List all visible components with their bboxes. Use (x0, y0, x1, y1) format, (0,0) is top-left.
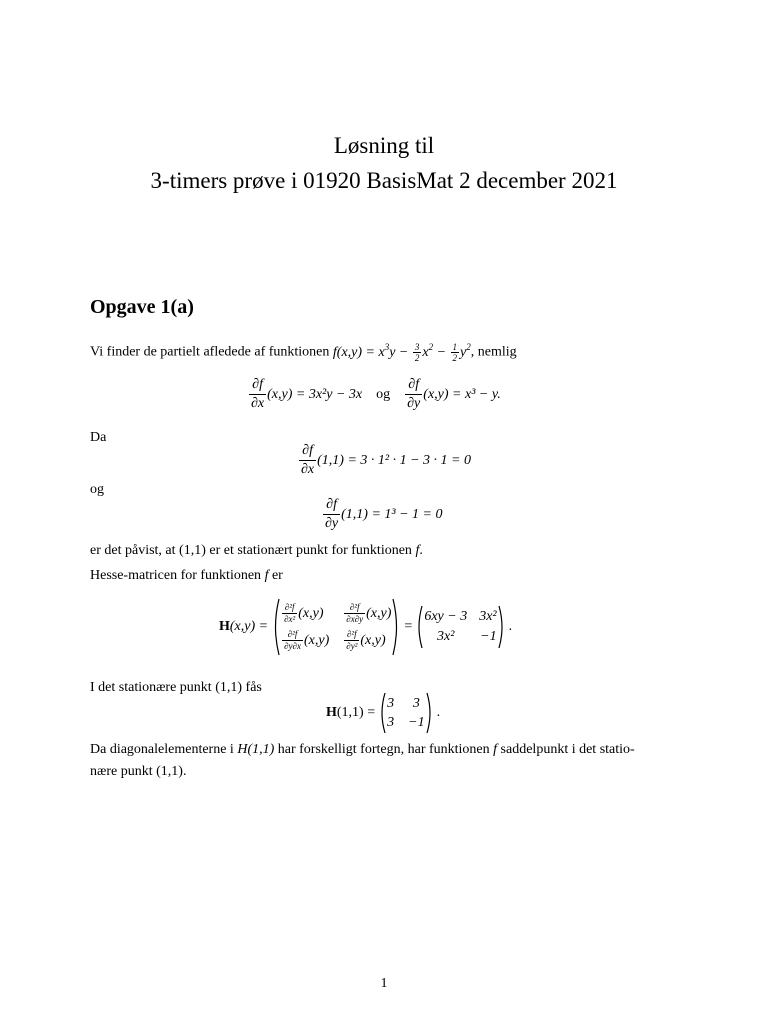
matrix-entry: −1 (480, 629, 497, 644)
fx-expression: (x,y) = 3x²y − 3x (267, 386, 363, 402)
conclusion-prefix: er det påvist, at (90, 543, 176, 558)
og-label: og (90, 482, 104, 497)
hesse-prefix: Hesse-matricen for funktionen (90, 568, 262, 583)
partial-derivatives-equation: $\frac{\partial f}{\partial x}$ (x,y) = 3x²y − 3x og $\frac{\partial f}{\partial y}$ (x,y) = x³ − y. (251, 377, 501, 411)
fy-at-point: (1,1) = 1³ − 1 = 0 (341, 506, 443, 522)
document-title (0, 128, 768, 198)
da-label: Da (90, 430, 107, 445)
matrix-entry: 3x² (479, 609, 497, 624)
hessian-symbol: H (219, 619, 230, 634)
matrix-entry: 3 (387, 695, 395, 711)
hesse-matrix-equation: H (x,y) = $\frac{\text{∂²f}}{\text{∂x²}}$ (x,y) $\frac{\text{∂²f}}{\partial x\partial y}$ (x,y) $\frac{\text{∂²f}}{\partial y\partial x}$ (x,y) $\frac{\text{∂²f}}{\text{∂y²}}$ (x,y) = 6xy − 3 3x² 3x² −1 . (219, 598, 512, 656)
final-line2-suffix: . (182, 764, 187, 779)
numeric-hessian-matrix (378, 692, 433, 734)
symbolic-hessian-matrix: $\frac{\text{∂²f}}{\text{∂x²}}$ (x,y) $\frac{\text{∂²f}}{\partial x\partial y}$ (x,y) $\frac{\text{∂²f}}{\partial y\partial x}$ (x,y) $\frac{\text{∂²f}}{\text{∂y²}}$ (x,y) (271, 598, 401, 656)
matrix-entry: −1 (408, 714, 425, 730)
stationary-suffix: fås (245, 680, 262, 695)
conclusion-end: . (419, 543, 423, 558)
point-ref: (1,1) (156, 764, 183, 779)
conclusion-paragraph (90, 541, 423, 561)
hessian-ref: H(1,1) (237, 742, 275, 757)
hesse-paragraph (90, 566, 283, 586)
matrix-entry: 6xy − 3 (424, 609, 468, 624)
final-paragraph-line-1 (90, 740, 635, 760)
hessian-at-point-lhs: (1,1) = (336, 705, 376, 720)
title-line-1: Løsning til (333, 133, 435, 158)
evaluated-hessian-matrix (415, 605, 505, 649)
function-symbol: f (264, 568, 269, 583)
function-symbol: f (415, 543, 420, 558)
fy-expression: (x,y) = x³ − y. (423, 386, 501, 402)
intro-prefix: Vi finder de partielt afledede af funktionen (90, 344, 330, 360)
hessian-lhs: (x,y) = (229, 619, 269, 634)
intro-paragraph (90, 342, 517, 363)
hesse-suffix: er (271, 568, 283, 583)
point-ref: (1,1) (179, 543, 206, 558)
title-line-2: 3-timers prøve i 01920 BasisMat 2 december 2021 (150, 168, 618, 193)
page-number: 1 (380, 976, 388, 991)
matrix-entry: 3 (412, 695, 420, 711)
hessian-symbol: H (326, 705, 337, 720)
stationary-paragraph (90, 678, 262, 698)
final-line2-prefix: nære punkt (90, 764, 153, 779)
final-suffix: saddelpunkt i det statio- (500, 742, 635, 757)
stationary-prefix: I det stationære punkt (90, 680, 212, 695)
final-prefix: Da diagonalelementerne i (90, 742, 234, 757)
matrix-entry: 3 (387, 714, 395, 730)
og-connector: og (376, 386, 391, 402)
final-middle: har forskelligt fortegn, har funktionen (277, 742, 490, 757)
function-definition: $f(x,y) = x^3y$ − $\frac{3}{2}$ $x^2$ − $\frac{1}{2}$ $y^2$ (332, 341, 471, 363)
matrix-entry: 3x² (437, 629, 455, 644)
function-symbol: f (493, 742, 498, 757)
section-heading: Opgave 1(a) (90, 296, 194, 318)
intro-suffix: , nemlig (470, 344, 517, 360)
final-paragraph-line-2 (90, 762, 186, 782)
hessian-at-point-equation: H (1,1) = 3 3 3 −1 . (326, 692, 440, 734)
conclusion-middle: er et stationært punkt for funktionen (209, 543, 412, 558)
fx-at-point: (1,1) = 3 · 1² · 1 − 3 · 1 = 0 (317, 452, 472, 468)
point-ref: (1,1) (215, 680, 243, 695)
fx-at-point-equation: $\frac{\partial f}{\partial x}$ (1,1) = 3 · 1² · 1 − 3 · 1 = 0 (301, 443, 472, 477)
fy-at-point-equation: $\frac{\partial f}{\partial y}$ (1,1) = 1³ − 1 = 0 (325, 497, 443, 531)
